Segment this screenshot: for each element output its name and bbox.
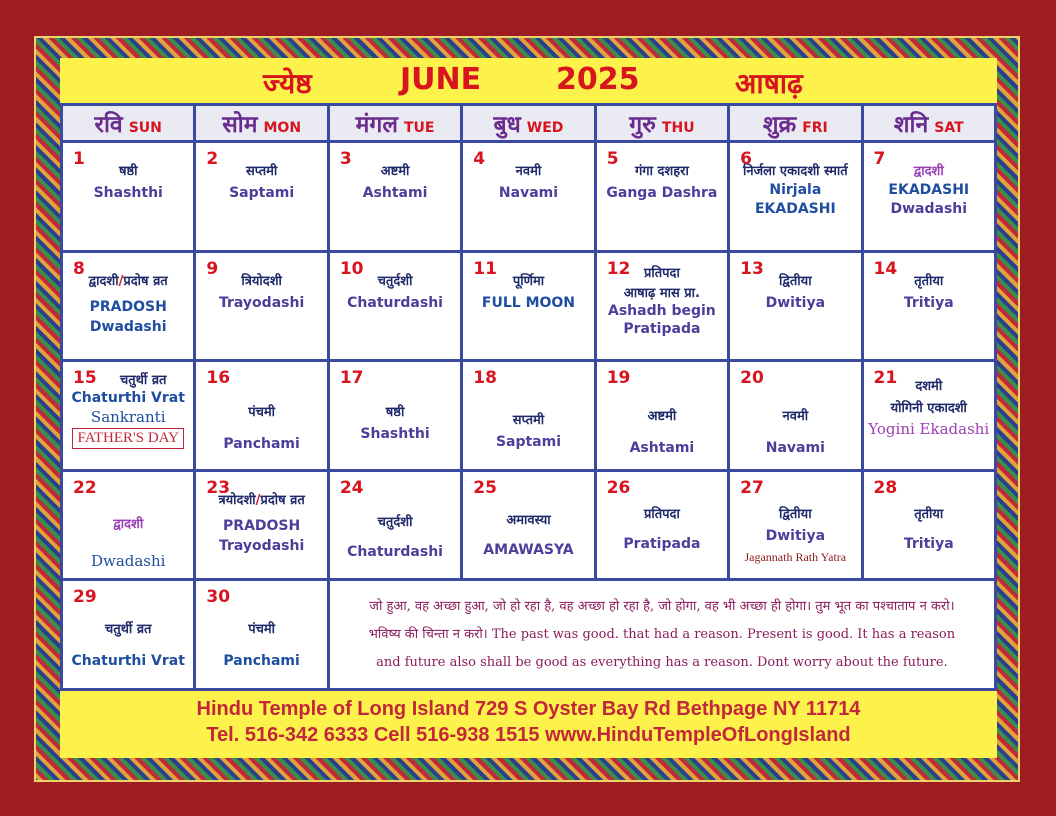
tithi-hindi: चतुर्थी व्रत (104, 622, 152, 638)
tithi-hindi: प्रतिपदा (643, 506, 680, 522)
week-row (62, 361, 996, 471)
tithi-hindi: चतुर्दशी (377, 273, 413, 289)
day-number: 23 (206, 477, 231, 498)
day-cell[interactable] (595, 361, 728, 471)
tithi-english: EKADASHI (888, 182, 970, 198)
day-cell[interactable] (595, 470, 728, 580)
day-number: 30 (206, 587, 231, 608)
day-number: 19 (606, 368, 631, 389)
weekday-mon: सोम MON (195, 105, 328, 142)
hindi-month-left: ज्येष्ठ (263, 67, 312, 100)
weekday-header-row (62, 105, 996, 142)
day-cell[interactable] (328, 142, 461, 252)
tithi-english: Sankranti (90, 408, 166, 427)
day-number: 26 (606, 477, 631, 498)
day-cell[interactable] (729, 251, 862, 361)
temple-contact: Tel. 516-342 6333 Cell 516-938 1515 www.HinduTempleOfLongIsland (206, 724, 851, 746)
tithi-hindi: सप्तमी (245, 164, 278, 179)
day-cell[interactable] (62, 580, 195, 690)
day-number: 24 (339, 477, 364, 498)
tithi-hindi: षष्ठी (385, 405, 405, 421)
day-cell[interactable] (62, 361, 195, 471)
tithi-hindi: दशमी (915, 379, 943, 395)
day-cell[interactable] (328, 470, 461, 580)
tithi-hindi: द्वादशी (113, 516, 144, 532)
gita-quote (328, 580, 995, 690)
week-row (62, 142, 996, 252)
day-number: 22 (73, 477, 97, 498)
temple-address: Hindu Temple of Long Island 729 S Oyster Bay Rd Bethpage NY 11714 (196, 698, 861, 720)
tithi-hindi: पंचमी (248, 622, 276, 638)
day-number: 2 (206, 149, 219, 169)
day-number: 17 (339, 368, 364, 389)
tithi-english: Dwitiya (765, 294, 826, 311)
tithi-english: Shashthi (360, 426, 430, 443)
day-number: 8 (73, 258, 85, 279)
day-cell[interactable] (462, 470, 595, 580)
tithi-hindi: योगिनी एकादशी (890, 401, 967, 417)
tithi-english: Dwadashi (89, 318, 167, 335)
day-number: 27 (740, 477, 764, 498)
tithi-hindi: अमावस्या (506, 512, 551, 528)
day-cell[interactable] (195, 251, 328, 361)
weekday-sat: शनि SAT (862, 105, 995, 142)
hindi-month-right: आषाढ़ (735, 67, 803, 100)
tithi-english: Saptami (495, 434, 562, 451)
tithi-english: Dwadashi (90, 551, 166, 570)
day-number: 5 (606, 149, 619, 169)
tithi-hindi: चतुर्दशी (377, 514, 413, 530)
tithi-english: Chaturdashi (347, 543, 443, 560)
tithi-english: Ganga Dashra (606, 185, 718, 201)
day-cell[interactable] (195, 361, 328, 471)
tithi-hindi: चतुर्थी व्रत (119, 373, 167, 389)
month-title: JUNE (400, 62, 482, 97)
tithi-english: Panchami (223, 436, 300, 453)
day-cell[interactable] (195, 580, 328, 690)
day-number: 13 (740, 258, 764, 279)
tithi-english: Chaturthi Vrat (71, 653, 185, 670)
day-number: 3 (339, 149, 352, 169)
quote-line: भविष्य की चिन्ता न करो। The past was good. that had a reason. Present is good. It has a reason (368, 626, 956, 642)
day-cell[interactable] (862, 251, 995, 361)
week-row (62, 251, 996, 361)
quote-line: जो हुआ, वह अच्छा हुआ, जो हो रहा है, वह अच्छा हो रहा है, जो होगा, वह भी अच्छा ही होगा। तुम भूत का पश्चाताप न करो। (369, 598, 955, 614)
day-cell[interactable] (729, 470, 862, 580)
day-number: 18 (473, 368, 497, 389)
tithi-hindi: सप्तमी (512, 413, 545, 429)
day-number: 15 (73, 368, 97, 389)
tithi-hindi: षष्ठी (118, 164, 138, 179)
tithi-hindi: द्वितीया (779, 273, 812, 289)
tithi-english: Pratipada (623, 535, 701, 552)
day-cell[interactable] (328, 251, 461, 361)
tithi-english: Chaturdashi (347, 294, 443, 311)
quote-line: and future also shall be good as everything has a reason. Dont worry about the future. (376, 654, 948, 670)
tithi-hindi: द्वितीया (779, 506, 812, 522)
tithi-hindi: गंगा दशहरा (634, 164, 689, 179)
tithi-english: Pratipada (623, 320, 701, 337)
day-cell[interactable] (595, 251, 728, 361)
tithi-hindi: प्रतिपदा (643, 265, 680, 281)
day-number: 12 (606, 258, 631, 279)
day-number: 20 (740, 368, 764, 389)
tithi-hindi: अष्टमी (647, 409, 677, 425)
day-cell[interactable] (328, 361, 461, 471)
day-number: 9 (206, 258, 219, 279)
tithi-english: Navami (498, 185, 559, 201)
day-number: 10 (339, 258, 364, 279)
tithi-english: Ashtami (629, 440, 695, 457)
tithi-english: Tritiya (903, 294, 954, 311)
day-number: 14 (873, 258, 898, 279)
tithi-hindi: त्रियोदशी (241, 273, 282, 289)
day-cell[interactable] (862, 142, 995, 252)
tithi-hindi: तृतीया (914, 273, 944, 289)
tithi-hindi: द्वादशी (913, 164, 944, 179)
weekday-thu: गुरु THU (595, 105, 728, 142)
weekday-sun: रवि SUN (62, 105, 195, 142)
day-cell[interactable] (595, 142, 728, 252)
tithi-hindi: निर्जला एकादशी स्मार्त (742, 164, 848, 179)
week-row (62, 580, 996, 690)
tithi-english: Ashtami (362, 185, 428, 201)
weekday-wed: बुध WED (462, 105, 595, 142)
day-number: 11 (473, 258, 497, 279)
day-cell[interactable] (862, 361, 995, 471)
day-number: 4 (473, 149, 486, 169)
day-cell[interactable] (462, 251, 595, 361)
tithi-hindi: त्रयोदशी/प्रदोष व्रत (218, 492, 305, 508)
calendar-grid (60, 103, 997, 691)
tithi-english: Ashadh begin (608, 302, 716, 319)
tithi-english: Navami (765, 440, 825, 457)
day-cell[interactable] (462, 361, 595, 471)
tithi-english: Chaturthi Vrat (71, 390, 185, 407)
day-number: 16 (206, 368, 231, 389)
tithi-english: Shashthi (93, 185, 163, 201)
tithi-hindi: नवमी (782, 409, 809, 425)
tithi-english: EKADASHI (754, 201, 836, 217)
tithi-english: FULL MOON (481, 294, 576, 311)
tithi-hindi: तृतीया (914, 506, 944, 522)
tithi-hindi: नवमी (515, 164, 542, 179)
day-cell[interactable] (62, 251, 195, 361)
tithi-hindi: अष्टमी (380, 164, 410, 179)
day-cell[interactable] (862, 470, 995, 580)
tithi-hindi: पंचमी (248, 405, 276, 421)
year-title: 2025 (556, 62, 640, 97)
fathers-day-badge: FATHER'S DAY (72, 428, 183, 449)
week-row (62, 470, 996, 580)
day-number: 1 (73, 149, 85, 169)
tithi-english: Dwitiya (765, 527, 826, 544)
day-cell[interactable] (62, 142, 195, 252)
day-cell[interactable] (62, 470, 195, 580)
tithi-english: Yogini Ekadashi (868, 420, 990, 439)
day-number: 28 (873, 477, 898, 498)
tithi-english: Dwadashi (890, 201, 968, 217)
tithi-english: Trayodashi (219, 294, 305, 311)
tithi-hindi: द्वादशी/प्रदोष व्रत (88, 273, 168, 289)
temple-footer (60, 696, 997, 752)
day-number: 25 (473, 477, 497, 498)
day-cell[interactable] (729, 361, 862, 471)
day-cell[interactable] (729, 142, 862, 252)
day-cell[interactable] (462, 142, 595, 252)
weekday-fri: शुक्र FRI (729, 105, 862, 142)
tithi-hindi: आषाढ़ मास प्रा. (623, 285, 700, 301)
day-number: 6 (740, 149, 752, 169)
tithi-hindi: पूर्णिमा (512, 273, 545, 289)
day-cell[interactable] (195, 470, 328, 580)
tithi-english: Saptami (229, 185, 295, 201)
tithi-english: PRADOSH (223, 517, 301, 534)
day-number: 29 (73, 587, 97, 608)
day-number: 21 (873, 368, 898, 389)
day-number: 7 (873, 149, 886, 169)
tithi-english: Tritiya (903, 535, 954, 552)
tithi-english: Trayodashi (219, 537, 305, 554)
jagannath-rath-yatra-label: Jagannath Rath Yatra (744, 549, 847, 564)
tithi-english: Panchami (223, 653, 300, 670)
tithi-english: Nirjala (769, 182, 822, 198)
day-cell[interactable] (195, 142, 328, 252)
tithi-english: AMAWASYA (483, 541, 574, 558)
weekday-tue: मंगल TUE (328, 105, 461, 142)
calendar-header (60, 58, 997, 102)
tithi-english: PRADOSH (89, 298, 167, 315)
